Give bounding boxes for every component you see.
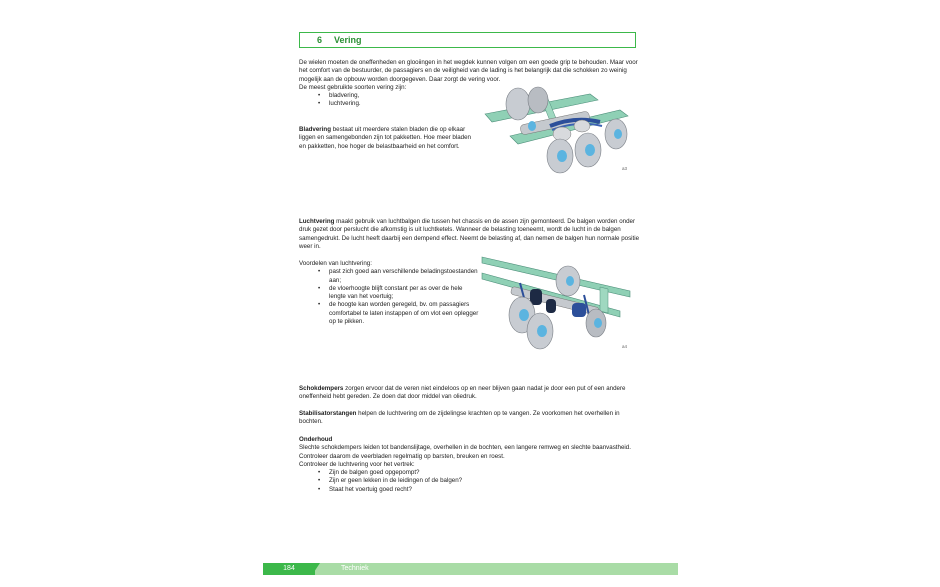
stabilisatorstangen-section (299, 410, 644, 427)
list-item: • luchtvering. (329, 100, 644, 108)
types-intro: De meest gebruikte soorten vering zijn: (299, 83, 407, 91)
footer-section-title: Techniek (341, 565, 369, 572)
footer-bar (263, 563, 678, 575)
list-item: • past zich goed aan verschillende beladingstoestanden aan; (329, 268, 479, 285)
stabilisatorstangen-text: helpen de luchtvering om de zijdelingse krachten op te vangen. Ze voorkomen het overhellen in bochten. (299, 410, 620, 426)
figure-label: a4 (622, 344, 628, 349)
page-number: 184 (263, 563, 315, 575)
list-item: • Zijn de balgen goed opgepompt? (329, 469, 644, 477)
onderhoud-section (299, 436, 644, 494)
list-item: • bladvering, (329, 92, 644, 100)
advantages-section (299, 260, 479, 326)
leaf-spring-illustration (480, 86, 640, 176)
onderhoud-text: Slechte schokdempers leiden tot bandenslijtage, overhellen in de bochten, een langere remweg en slechte baanvastheid. (299, 444, 631, 452)
list-item: • Zijn er geen lekken in de leidingen of de balgen? (329, 477, 644, 485)
checks-list (299, 469, 644, 494)
schokdempers-section (299, 385, 644, 402)
list-item: • de hoogte kan worden geregeld, bv. om passagiers comfortabel te laten instappen of om vlot een oplegger op te pikken. (329, 301, 479, 326)
intro-paragraph: De wielen moeten de oneffenheden en glooiingen in het wegdek kunnen volgen om een goede grip te behouden. Maar voor het comfort van de bestuurder, de passagiers en de veiligheid van de lading is het belangrijk dat die schokken zo weinig mogelijk aan de opbouw worden doorgegeven. Daar zorgt de vering voor. (299, 59, 638, 83)
chapter-title: Vering (334, 34, 362, 45)
onderhoud-heading: Onderhoud (299, 436, 333, 443)
advantages-list (299, 268, 479, 326)
figure-label: a3 (622, 166, 628, 171)
luchtvering-section (299, 218, 644, 251)
list-item: • Staat het voertuig goed recht? (329, 486, 644, 494)
chapter-header (299, 32, 636, 48)
onderhoud-line: Controleer daarom de veerbladen regelmatig op barsten, breuken en roest. (299, 452, 505, 460)
advantages-intro: Voordelen van luchtvering: (299, 260, 372, 267)
stabilisatorstangen-term: Stabilisatorstangen (299, 410, 357, 417)
bladvering-text: bestaat uit meerdere stalen bladen die op elkaar liggen en samengebonden zijn tot pakketten. Hoe meer bladen en pakketten, hoe hoger de belastbaarheid en het comfort. (299, 126, 471, 150)
luchtvering-text: maakt gebruik van luchtbalgen die tussen het chassis en de assen zijn gemonteerd. De balgen worden onder druk gezet door perslucht die afkomstig is uit luchtketels. Wanneer de belasting toeneemt, wordt de lucht in de balgen samengedrukt. De lucht heeft daarbij een dempend effect. Neemt de belasting af, dan nemen de balgen hun normale positie weer in. (299, 218, 640, 250)
schokdempers-text: zorgen ervoor dat de veren niet eindeloos op en neer blijven gaan nadat je door een put of een andere oneffenheid hebt gereden. Ze doen dat door middel van oliedruk. (299, 385, 626, 401)
list-item: • de vloerhoogte blijft constant per as over de hele lengte van het voertuig; (329, 285, 479, 302)
chapter-number: 6 (316, 34, 322, 45)
schokdempers-term: Schokdempers (299, 385, 344, 392)
bladvering-section (299, 126, 479, 151)
onderhoud-line: Controleer de luchtvering voor het vertrek: (299, 460, 415, 468)
luchtvering-term: Luchtvering (299, 218, 335, 225)
bladvering-term: Bladvering (299, 126, 331, 133)
air-suspension-illustration (480, 253, 640, 353)
footer-separator (312, 563, 320, 575)
